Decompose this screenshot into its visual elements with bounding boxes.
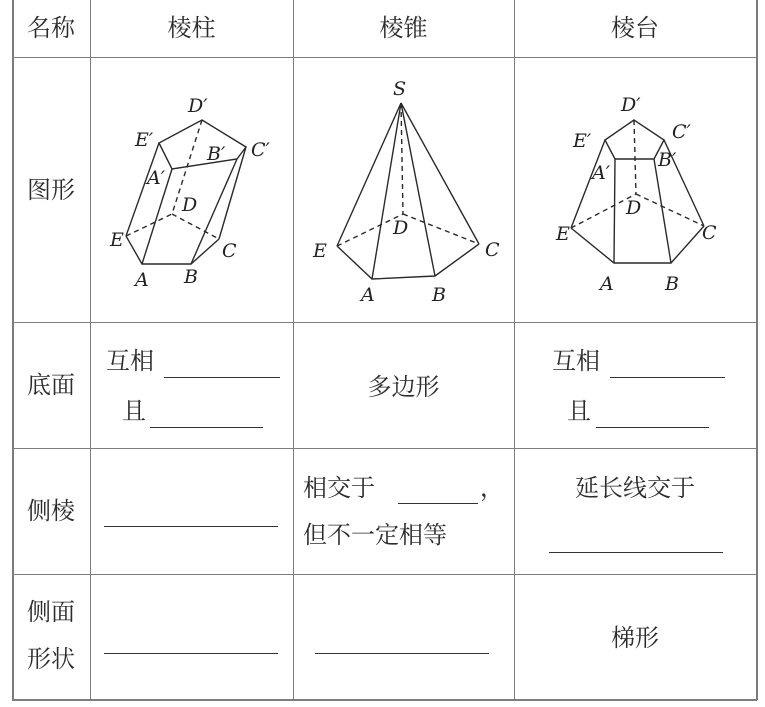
pyramid-label-c: C: [485, 239, 500, 261]
pyramid-base-visible: [337, 244, 479, 279]
prism-label-a1: A′: [147, 167, 166, 189]
pyramid-label-s: S: [393, 78, 407, 100]
frustum-lateral-bb: [654, 159, 671, 263]
prism-label-b1: B′: [207, 143, 226, 165]
pyramid-lateral-edge-blank[interactable]: [398, 503, 478, 504]
frustum-base-text-2: 且: [567, 397, 591, 425]
row-label-base: 底面: [27, 371, 75, 399]
pyramid-edge-se: [337, 103, 401, 246]
table-border-bottom: [12, 699, 757, 701]
prism-label-d1: D′: [188, 95, 208, 117]
prism-label-b: B: [184, 266, 198, 288]
pyramid-hidden-dc: [403, 214, 479, 244]
pyramid-hidden-sd: [401, 103, 403, 214]
frustum-hidden-lateral-d: [634, 120, 636, 194]
prism-label-e: E: [110, 229, 124, 251]
frustum-label-c1: C′: [672, 121, 691, 143]
pyramid-lateral-edge-text-2: 但不一定相等: [303, 521, 447, 549]
frustum-lateral-edge-text: 延长线交于: [575, 474, 695, 502]
prism-label-d: D: [182, 194, 198, 216]
table-border-right: [756, 0, 758, 700]
pyramid-label-a: A: [361, 284, 375, 306]
frustum-label-d1: D′: [621, 94, 641, 116]
pyramid-lateral-edge-comma: ，: [480, 474, 504, 502]
prism-label-c1: C′: [251, 139, 270, 161]
frustum-bottom-visible: [571, 226, 704, 263]
prism-base-text-2: 且: [122, 397, 146, 425]
prism-label-c: C: [222, 240, 237, 262]
pyramid-lateral-face-blank[interactable]: [315, 653, 489, 654]
prism-base-text-1: 互相: [106, 347, 154, 375]
pyramid-figure: [293, 58, 514, 322]
prism-base-blank-1[interactable]: [164, 377, 280, 378]
prism-lateral-face-blank[interactable]: [104, 653, 278, 654]
header-frustum: 棱台: [611, 14, 659, 42]
frustum-label-c: C: [702, 222, 717, 244]
pyramid-edge-sc: [401, 103, 479, 244]
pyramid-lateral-edge-text-1: 相交于: [303, 474, 375, 502]
header-prism: 棱柱: [167, 14, 216, 42]
frustum-base-blank-1[interactable]: [610, 377, 725, 378]
frustum-hidden-dc: [636, 194, 704, 226]
header-pyramid: 棱锥: [379, 14, 428, 42]
frustum-label-e: E: [556, 223, 570, 245]
frustum-lateral-edge-blank[interactable]: [549, 552, 723, 553]
row-label-lateral-face-1: 侧面: [27, 598, 75, 626]
prism-label-e1: E′: [135, 129, 154, 151]
frustum-lateral-face-text: 梯形: [611, 624, 659, 652]
row-divider-4: [12, 574, 757, 575]
frustum-figure: [514, 58, 756, 322]
table-border-left: [12, 0, 14, 700]
frustum-lateral-ee: [571, 140, 605, 228]
prism-figure: [90, 58, 293, 322]
prism-top-face: [159, 120, 246, 169]
row-divider-2: [12, 322, 757, 323]
header-name: 名称: [27, 14, 75, 42]
frustum-label-e1: E′: [573, 130, 592, 152]
row-label-figure: 图形: [27, 176, 75, 204]
frustum-base-blank-2[interactable]: [596, 427, 709, 428]
row-label-lateral-face-2: 形状: [27, 645, 75, 673]
prism-label-a: A: [135, 269, 149, 291]
frustum-lateral-aa: [614, 159, 615, 263]
frustum-label-d: D: [626, 197, 642, 219]
row-label-lateral-edge: 侧棱: [27, 497, 75, 525]
pyramid-label-e: E: [313, 240, 327, 262]
pyramid-edge-sb: [401, 103, 435, 276]
pyramid-label-d: D: [393, 217, 409, 239]
pyramid-edge-sa: [372, 103, 401, 279]
prism-base-blank-2[interactable]: [150, 427, 263, 428]
frustum-label-b1: B′: [658, 149, 677, 171]
frustum-label-a1: A′: [592, 162, 611, 184]
prism-lateral-edge-blank[interactable]: [104, 526, 278, 527]
frustum-label-b: B: [665, 273, 679, 295]
pyramid-base-text: 多边形: [367, 373, 440, 401]
frustum-base-text-1: 互相: [552, 347, 600, 375]
frustum-label-a: A: [600, 273, 614, 295]
prism-bottom-edges: [126, 236, 219, 264]
row-divider-3: [12, 448, 757, 449]
pyramid-label-b: B: [432, 284, 446, 306]
